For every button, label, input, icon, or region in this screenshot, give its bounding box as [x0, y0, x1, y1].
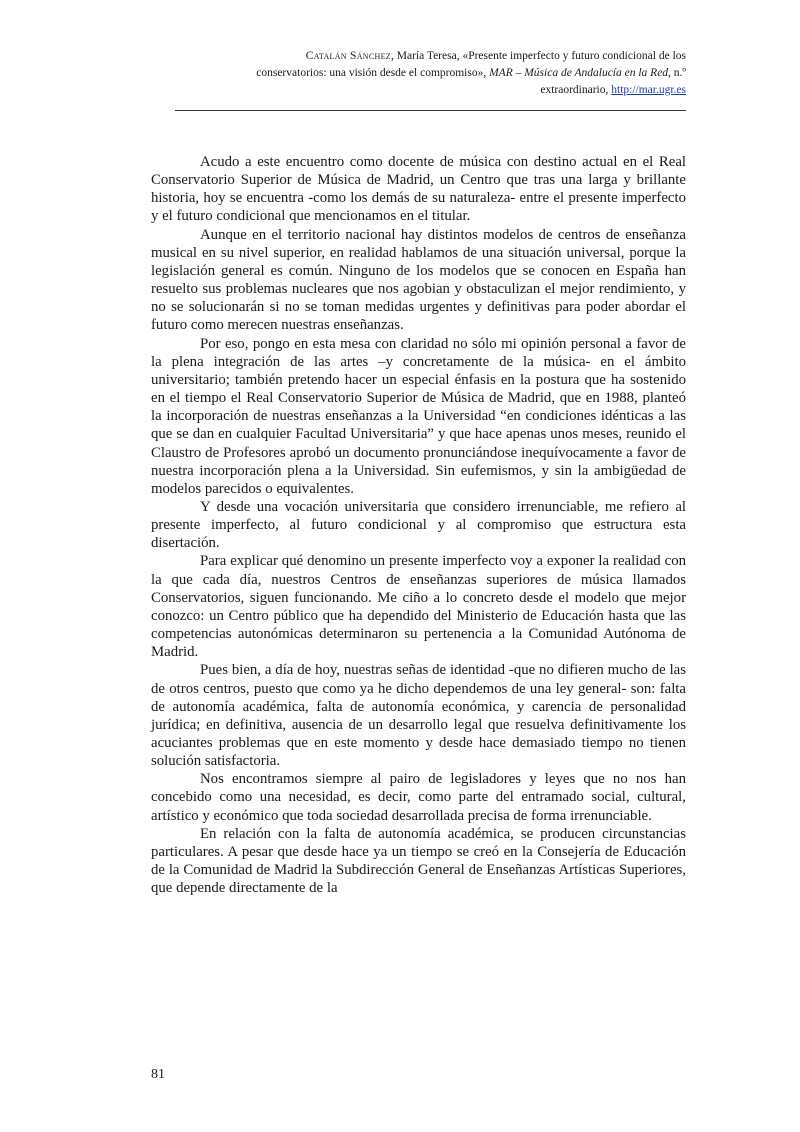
paragraph: Aunque en el territorio nacional hay distintos modelos de centros de enseñanza musical en su nivel superior, en realidad hablamos de una situación universal, porque la legislación general es común. Ninguno de los modelos que se conocen en España han resuelto sus problemas nucleares que nos agobian y obstaculizan el mejor rendimiento, y no se solucionarán si no se toman medidas urgentes y definitivas para poder abordar el futuro como merecen nuestras enseñanzas.: [151, 226, 686, 334]
paragraph: Acudo a este encuentro como docente de música con destino actual en el Real Conservatorio Superior de Música de Madrid, un Centro que tras una larga y brillante historia, hoy se encuentra -como los demás de su naturaleza- entre el presente imperfecto y el futuro condicional que mencionamos en el titular.: [151, 154, 686, 225]
header-line-3: [150, 82, 686, 99]
paragraph: Por eso, pongo en esta mesa con claridad no sólo mi opinión personal a favor de la plena integración de las artes –y concretamente de la música- en el ámbito universitario; también pretendo hacer un especial énfasis en la postura que ha sostenido en el tiempo el Real Conservatorio Superior de Música de Madrid, que en 1988, planteó la incorporación de nuestras enseñanzas a la Universidad “en condiciones idénticas a las que se dan en cualquier Facultad Universitaria” y que hace apenas unos meses, reunido el Claustro de Profesores aprobó un documento pronunciándose inequívocamente a favor de nuestra incorporación plena a la Universidad. Sin eufemismos, y sin la ambigüedad de modelos parecidos o equivalentes.: [151, 335, 686, 497]
paragraph: Nos encontramos siempre al pairo de legisladores y leyes que no nos han concebido como una necesidad, es decir, como parte del entramado social, cultural, artístico y económico que toda sociedad desarrollada precisa de forma irrenunciable.: [151, 771, 686, 824]
article-body: [151, 153, 686, 897]
article-title-end: conservatorios: una visión desde el compromiso»,: [256, 67, 490, 79]
header-line-1: [150, 48, 686, 65]
paragraph: Para explicar qué denomino un presente imperfecto voy a exponer la realidad con la que cada día, nuestros Centros de enseñanzas superiores de música llamados Conservatorios, siguen funcionando. Me ciño a lo concreto desde el modelo que mejor conozco: un Centro público que ha dependido del Ministerio de Educación hasta que las competencias autonómicas determinaron su pertenencia a la Comunidad Autónoma de Madrid.: [151, 553, 686, 661]
issue-suffix: , n.º: [668, 67, 686, 79]
header-line-2: [150, 65, 686, 82]
author-surname: Catalán Sánchez: [305, 50, 391, 62]
paragraph: Pues bien, a día de hoy, nuestras señas de identidad -que no difieren mucho de las de otros centros, puesto que como ya he dicho dependemos de una ley general- son: falta de autonomía académica, falta de autonomía económica, y carencia de personalidad jurídica; en definitiva, ausencia de un desarrollo legal que resuelva definitivamente los acuciantes problemas que en este momento y desde hace demasiado tiempo no tienen solución satisfactoria.: [151, 662, 686, 770]
page-number: 81: [151, 1067, 165, 1082]
paragraph: En relación con la falta de autonomía académica, se producen circunstancias particulares. A pesar que desde hace ya un tiempo se creó en la Consejería de Educación de la Comunidad de Madrid la Subdirección General de Enseñanzas Artísticas Superiores, que depende directamente de la: [151, 825, 686, 897]
author-given: , María Teresa, «Presente imperfecto y futuro condicional de los: [390, 50, 686, 62]
header-divider: [175, 110, 686, 111]
journal-name: MAR – Música de Andalucía en la Red: [489, 67, 669, 79]
paragraph: Y desde una vocación universitaria que considero irrenunciable, me refiero al presente imperfecto, al futuro condicional y al compromiso que estructura esta disertación.: [151, 498, 686, 552]
running-header: [150, 48, 686, 99]
issue-text: extraordinario,: [540, 84, 612, 96]
journal-url-link[interactable]: http://mar.ugr.es: [611, 84, 686, 96]
